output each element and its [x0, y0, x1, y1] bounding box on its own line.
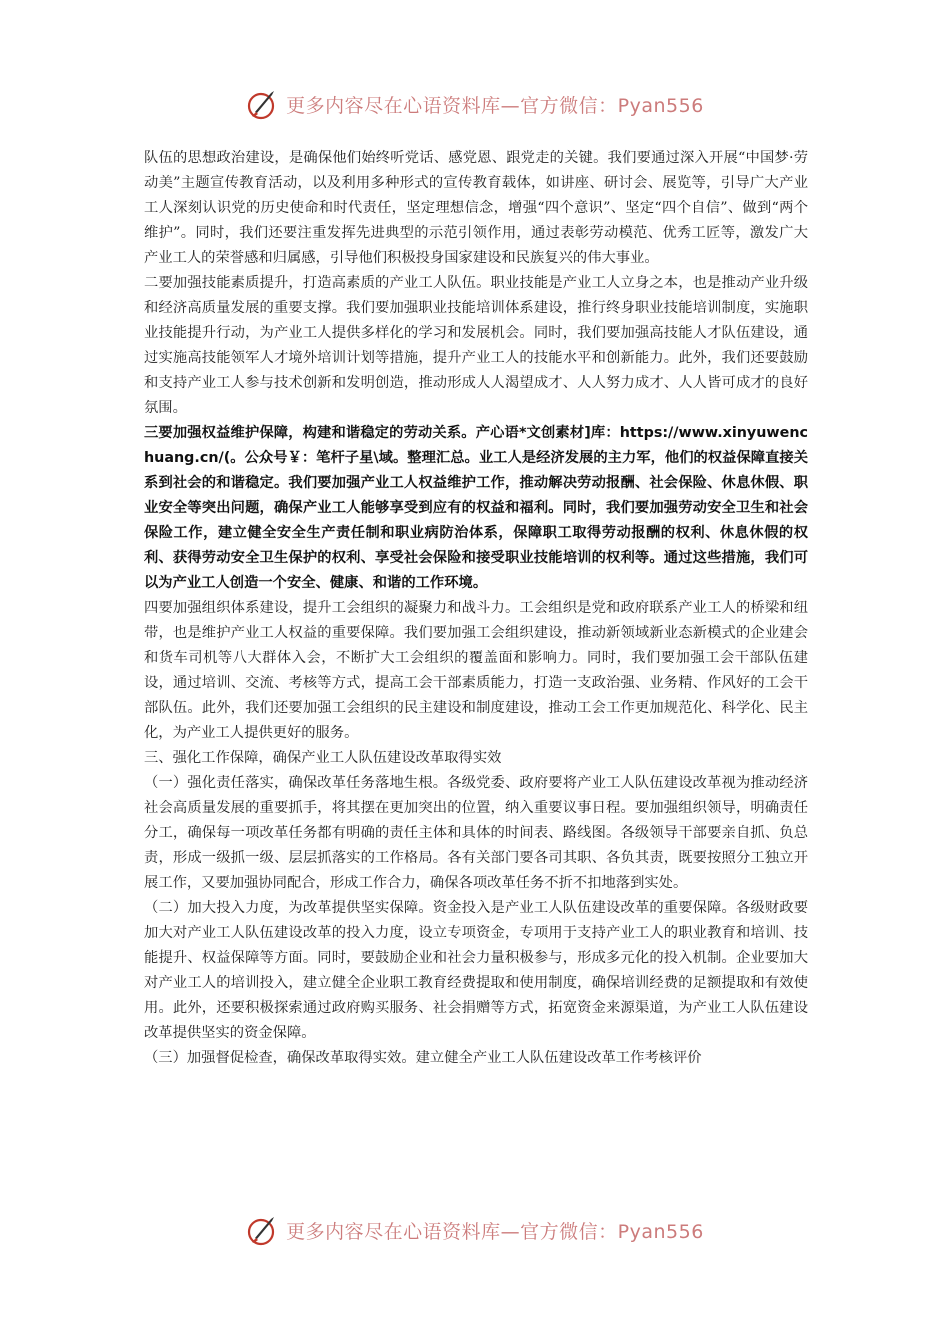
paragraph-2: 二要加强技能素质提升，打造高素质的产业工人队伍。职业技能是产业工人立身之本，也是推动产业升级和经济高质量发展的重要支撑。我们要加强职业技能培训体系建设，推行终身职业技能培训制度，实施职业技能提升行动，为产业工人提供多样化的学习和发展机会。同时，我们要加强高技能人才队伍建设，通过实施高技能领军人才境外培训计划等措施，提升产业工人的技能水平和创新能力。此外，我们还要鼓励和支持产业工人参与技术创新和发明创造，推动形成人人渴望成才、人人努力成才、人人皆可成才的良好氛围。: [144, 275, 808, 416]
footer-banner-text: 更多内容尽在心语资料库—官方微信：Pyan556: [286, 1220, 704, 1243]
document-body: [144, 146, 808, 1071]
header-banner-text: 更多内容尽在心语资料库—官方微信：Pyan556: [286, 94, 704, 117]
paragraph-7: （三）加强督促检查，确保改革取得实效。建立健全产业工人队伍建设改革工作考核评价: [144, 1050, 702, 1066]
paragraph-1: 队伍的思想政治建设，是确保他们始终听党话、感党恩、跟党走的关键。我们要通过深入开展“中国梦·劳动美”主题宣传教育活动，以及利用多种形式的宣传教育载体，如讲座、研讨会、展览等，引导广大产业工人深刻认识党的历史使命和时代责任，坚定理想信念，增强“四个意识”、坚定“四个自信”、做到“两个维护”。同时，我们还要注重发挥先进典型的示范引领作用，通过表彰劳动模范、优秀工匠等，激发广大产业工人的荣誉感和归属感，引导他们积极投身国家建设和民族复兴的伟大事业。: [144, 150, 808, 266]
footer-banner: [0, 1210, 950, 1250]
paragraph-4: 四要加强组织体系建设，提升工会组织的凝聚力和战斗力。工会组织是党和政府联系产业工人的桥梁和纽带，也是维护产业工人权益的重要保障。我们要加强工会组织建设，推动新领域新业态新模式的企业建会和货车司机等八大群体入会，不断扩大工会组织的覆盖面和影响力。同时，我们要加强工会干部队伍建设，通过培训、交流、考核等方式，提高工会干部素质能力，打造一支政治强、业务精、作风好的工会干部队伍。此外，我们还要加强工会组织的民主建设和制度建设，推动工会工作更加规范化、科学化、民主化，为产业工人提供更好的服务。: [144, 600, 808, 741]
paragraph-3: 三要加强权益维护保障，构建和谐稳定的劳动关系。产心语*文创素材]库：https://www.xinyuwenchuang.cn/(。公众号￥：笔杆子星\域。整理汇总。业工人是经济发展的主力军，他们的权益保障直接关系到社会的和谐稳定。我们要加强产业工人权益维护工作，推动解决劳动报酬、社会保险、休息休假、职业安全等突出问题，确保产业工人能够享受到应有的权益和福利。同时，我们要加强劳动安全卫生和社会保险工作，建立健全安全生产责任制和职业病防治体系，保障职工取得劳动报酬的权利、休息休假的权利、获得劳动安全卫生保护的权利、享受社会保险和接受职业技能培训的权利等。通过这些措施，我们可以为产业工人创造一个安全、健康、和谐的工作环境。: [144, 425, 808, 591]
header-banner: [0, 84, 950, 124]
paragraph-5: （一）强化责任落实，确保改革任务落地生根。各级党委、政府要将产业工人队伍建设改革视为推动经济社会高质量发展的重要抓手，将其摆在更加突出的位置，纳入重要议事日程。要加强组织领导，明确责任分工，确保每一项改革任务都有明确的责任主体和具体的时间表、路线图。各级领导干部要亲自抓、负总责，形成一级抓一级、层层抓落实的工作格局。各有关部门要各司其职、各负其责，既要按照分工独立开展工作，又要加强协同配合，形成工作合力，确保各项改革任务不折不扣地落到实处。: [144, 775, 808, 891]
paragraph-6: （二）加大投入力度，为改革提供坚实保障。资金投入是产业工人队伍建设改革的重要保障。各级财政要加大对产业工人队伍建设改革的投入力度，设立专项资金，专项用于支持产业工人的职业教育和培训、技能提升、权益保障等方面。同时，要鼓励企业和社会力量积极参与，形成多元化的投入机制。企业要加大对产业工人的培训投入，建立健全企业职工教育经费提取和使用制度，确保培训经费的足额提取和有效使用。此外，还要积极探索通过政府购买服务、社会捐赠等方式，拓宽资金来源渠道，为产业工人队伍建设改革提供坚实的资金保障。: [144, 900, 808, 1041]
quill-pen-logo-icon: [246, 87, 280, 121]
section-heading: 三、强化工作保障，确保产业工人队伍建设改革取得实效: [144, 750, 502, 766]
quill-pen-logo-icon: [246, 1213, 280, 1247]
